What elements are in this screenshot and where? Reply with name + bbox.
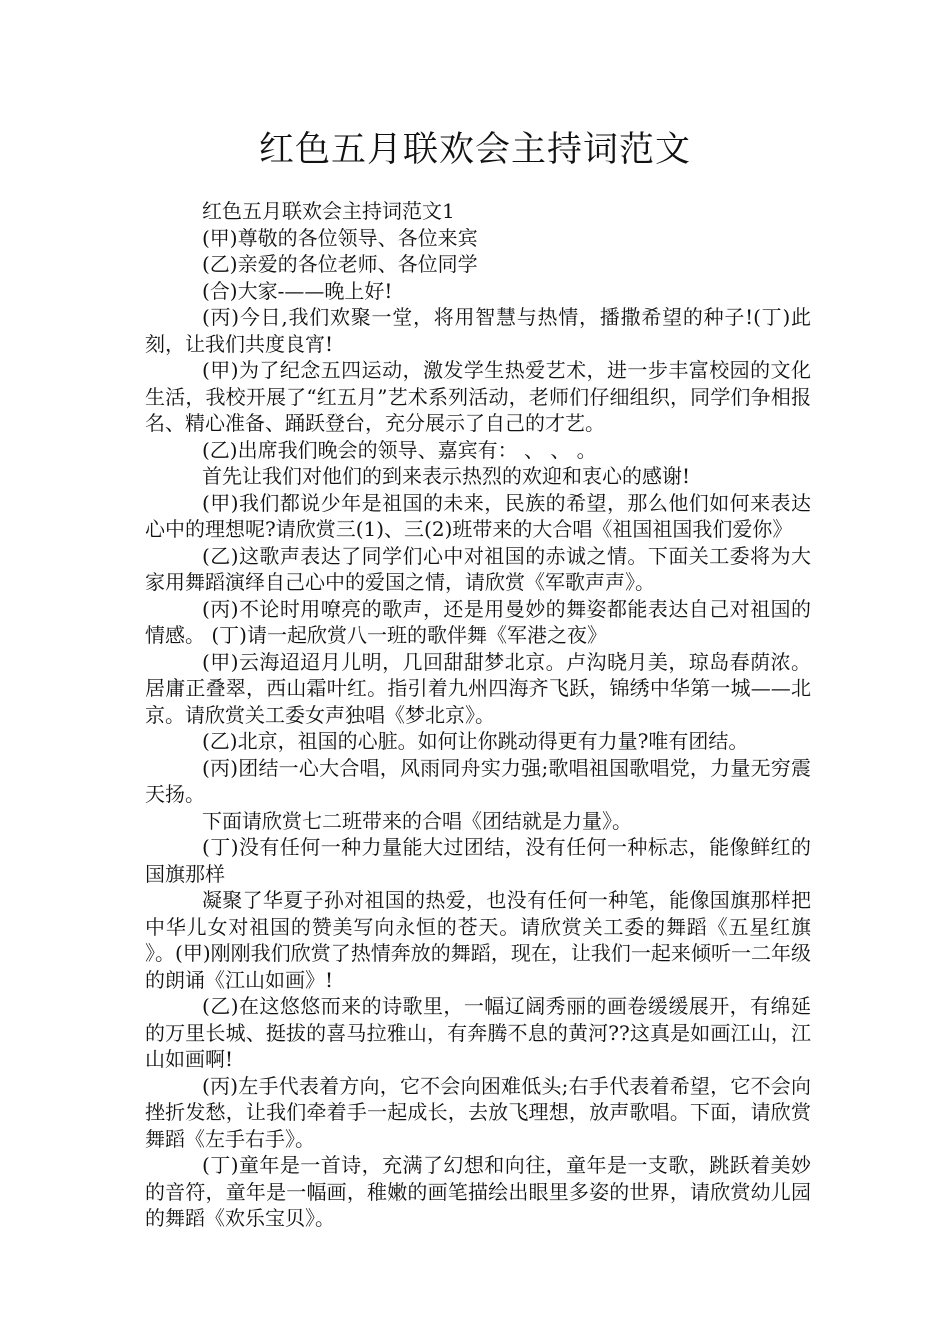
paragraph: (丙)今日,我们欢聚一堂，将用智慧与热情，播撒希望的种子!(丁)此刻，让我们共度良宵! [145, 305, 811, 356]
paragraph: (乙)出席我们晚会的领导、嘉宾有： 、 、 。 [202, 437, 597, 462]
paragraph: (合)大家-——晚上好! [202, 278, 393, 303]
paragraph: (丁)童年是一首诗，充满了幻想和向往，童年是一支歌，跳跃着美妙的音符，童年是一幅画，稚嫩的画笔描绘出眼里多姿的世界，请欣赏幼儿园的舞蹈《欢乐宝贝》。 [145, 1153, 811, 1230]
paragraph: (甲)我们都说少年是祖国的未来，民族的希望，那么他们如何来表达心中的理想呢?请欣赏三(1)、三(2)班带来的大合唱《祖国祖国我们爱你》 [145, 490, 811, 541]
paragraph: 凝聚了华夏子孙对祖国的热爱，也没有任何一种笔，能像国旗那样把中华儿女对祖国的赞美写向永恒的苍天。请欣赏关工委的舞蹈《五星红旗 》。(甲)刚刚我们欣赏了热情奔放的舞蹈，现在，让我们一起来倾听一二年级的朗诵《江山如画》! [145, 888, 811, 992]
paragraph: (甲)云海迢迢月儿明，几回甜甜梦北京。卢沟晓月美，琼岛春荫浓。居庸正叠翠，西山霜叶红。指引着九州四海齐飞跃，锦绣中华第一城——北京。请欣赏关工委女声独唱《梦北京》。 [145, 649, 811, 727]
paragraph: 首先让我们对他们的到来表示热烈的欢迎和衷心的感谢! [202, 464, 691, 488]
paragraph: (丙)团结一心大合唱，风雨同舟实力强;歌唱祖国歌唱党，力量无穷震天扬。 [145, 755, 811, 806]
paragraph: 红色五月联欢会主持词范文1 [202, 199, 455, 223]
paragraph: 下面请欣赏七二班带来的合唱《团结就是力量》。 [202, 808, 632, 833]
paragraph: (丁)没有任何一种力量能大过团结，没有任何一种标志，能像鲜红的国旗那样 [145, 835, 811, 886]
paragraph: (乙)亲爱的各位老师、各位同学 [202, 252, 478, 276]
paragraph: (乙)北京，祖国的心脏。如何让你跳动得更有力量?唯有团结。 [202, 729, 749, 753]
document-body [145, 198, 811, 1232]
paragraph: (丙)左手代表着方向，它不会向困难低头;右手代表着希望，它不会向挫折发愁，让我们牵着手一起成长，去放飞理想，放声歌唱。下面，请欣赏舞蹈《左手右手》。 [145, 1073, 811, 1151]
paragraph: (甲)为了纪念五四运动，激发学生热爱艺术，进一步丰富校园的文化生活，我校开展了“红五月”艺术系列活动，老师们仔细组织，同学们争相报名、精心准备、踊跃登台，充分展示了自己的才艺。 [145, 358, 811, 435]
paragraph: (乙)在这悠悠而来的诗歌里，一幅辽阔秀丽的画卷缓缓展开，有绵延的万里长城、挺拔的喜马拉雅山，有奔腾不息的黄河??这真是如画江山，江山如画啊! [145, 994, 811, 1071]
paragraph: (丙)不论时用嘹亮的歌声，还是用曼妙的舞姿都能表达自己对祖国的情感。 (丁)请一起欣赏八一班的歌伴舞《军港之夜》 [145, 596, 811, 647]
document-title: 红色五月联欢会主持词范文 [258, 130, 691, 170]
paragraph: (乙)这歌声表达了同学们心中对祖国的赤诚之情。下面关工委将为大家用舞蹈演绎自己心中的爱国之情，请欣赏《军歌声声》。 [145, 543, 811, 594]
paragraph: (甲)尊敬的各位领导、各位来宾 [202, 225, 478, 250]
